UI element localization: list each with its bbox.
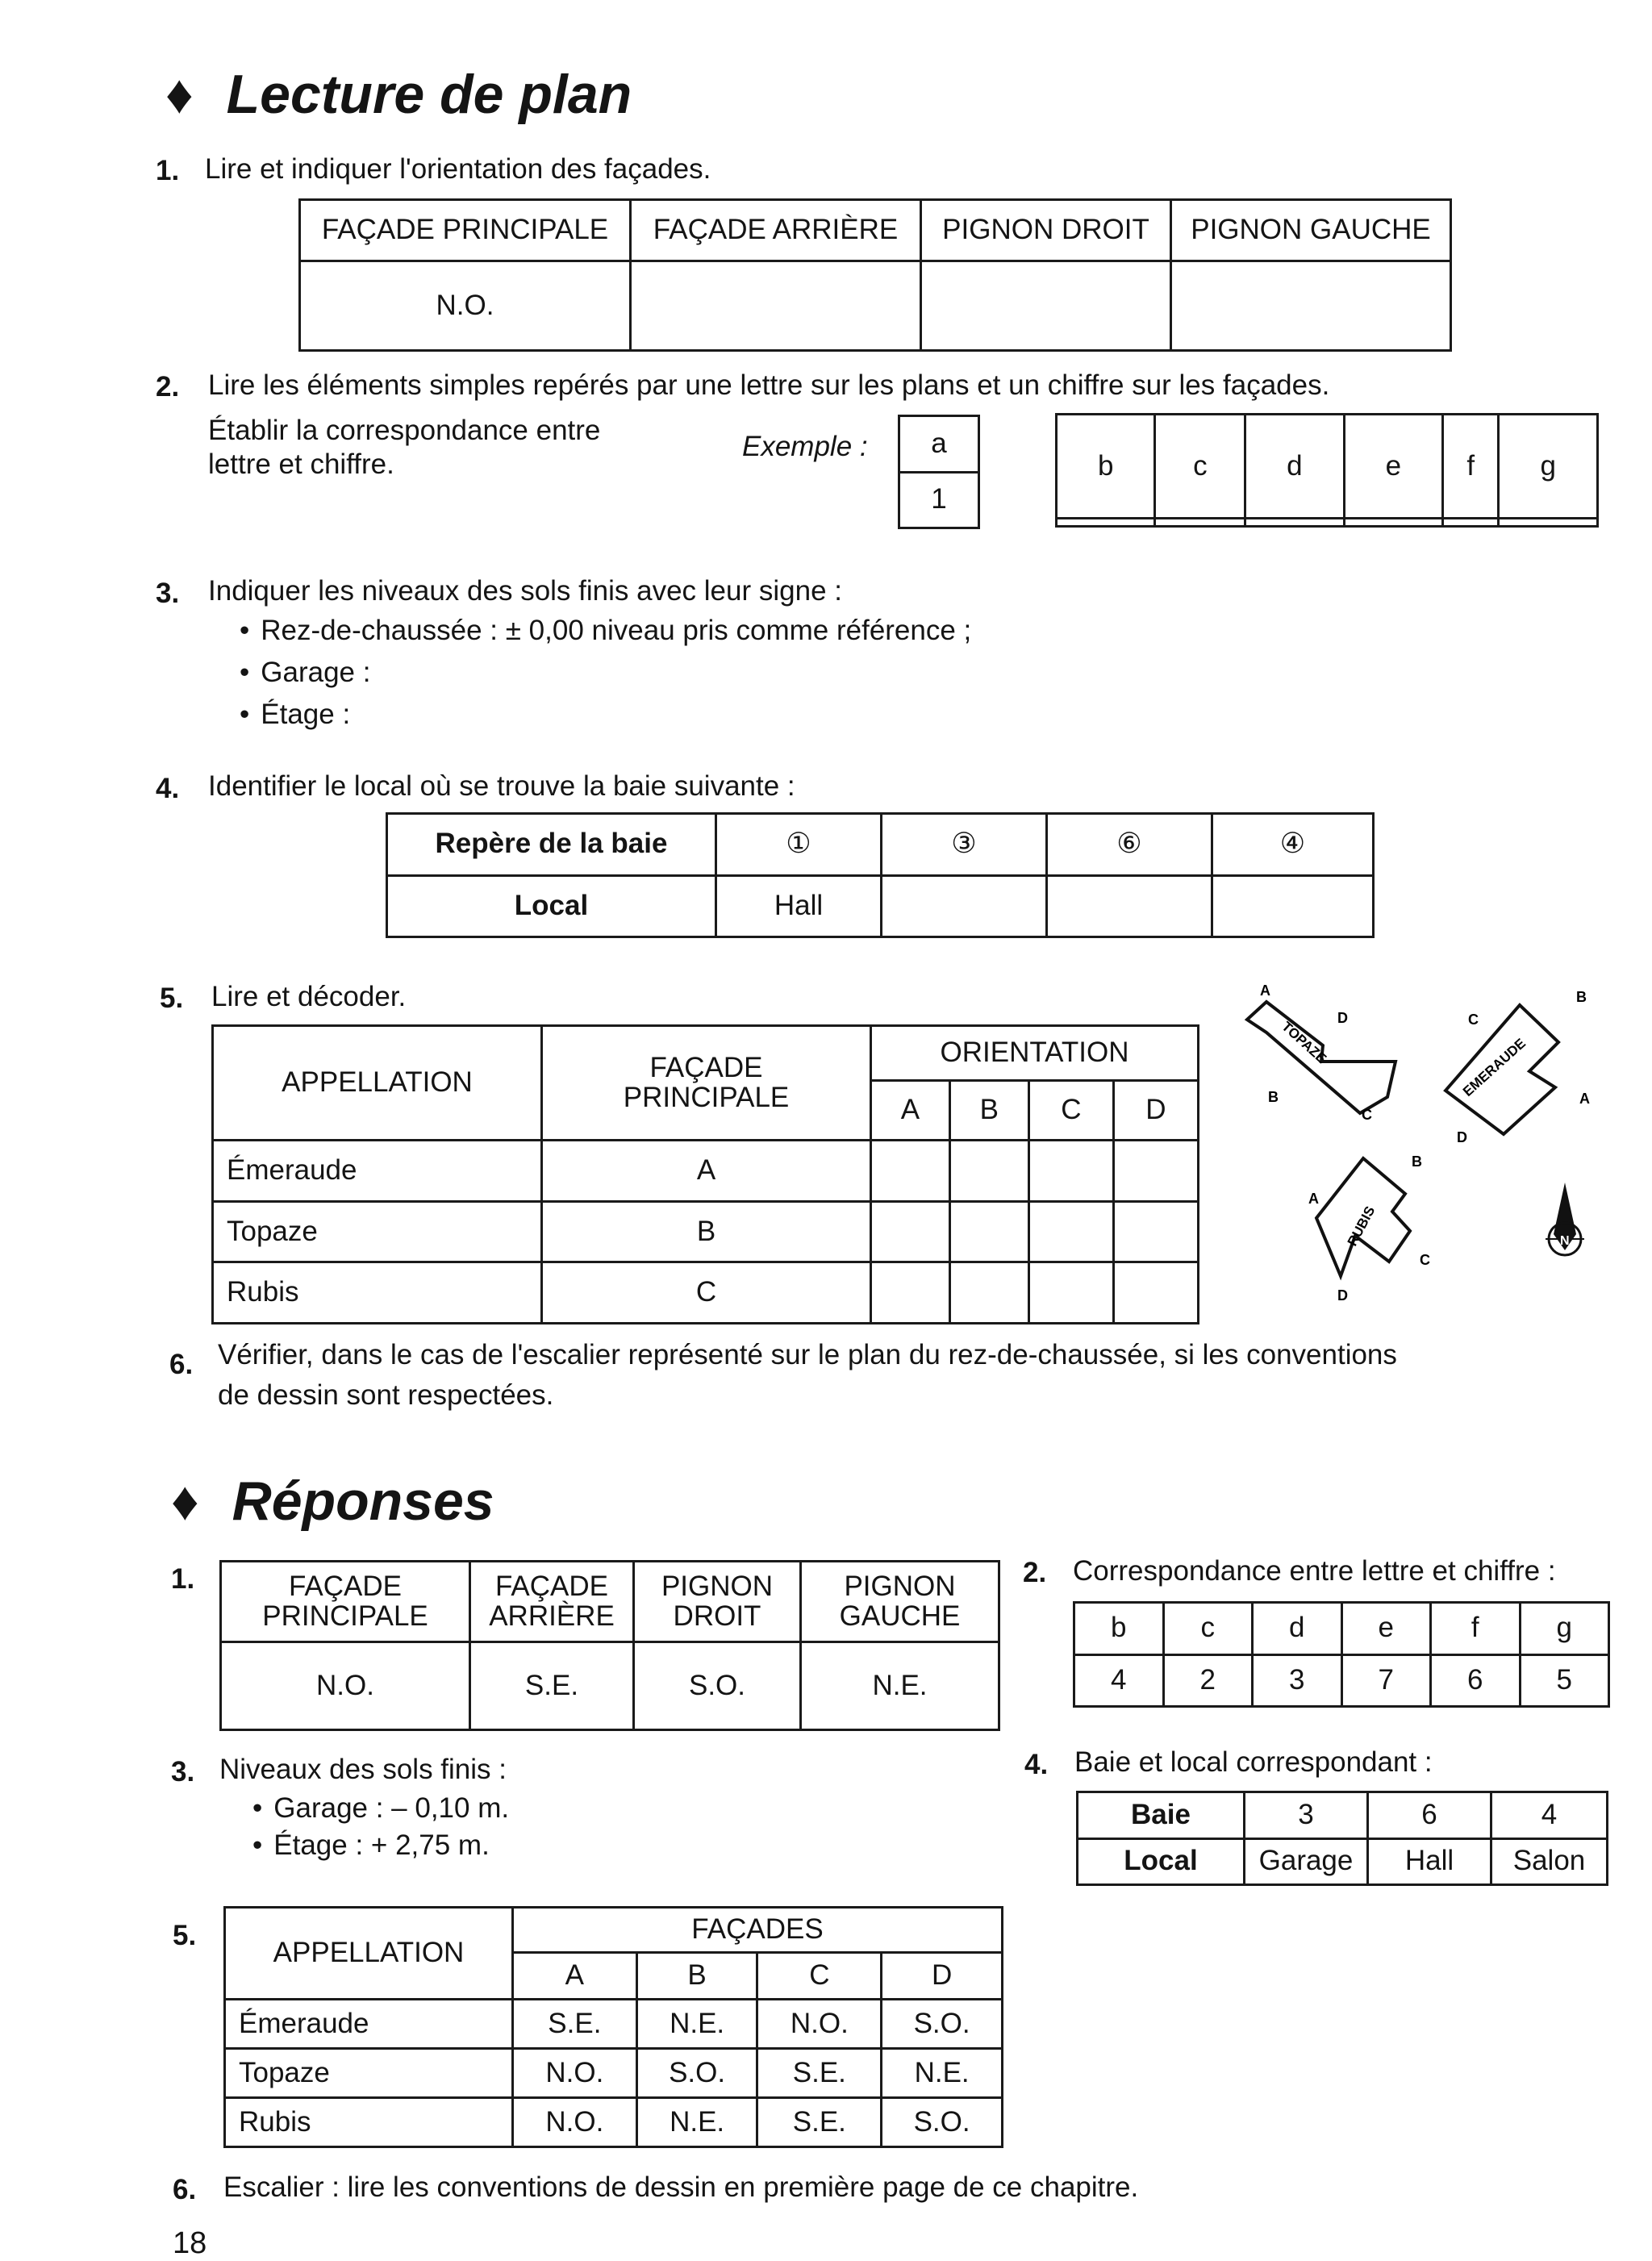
table-cell: 6 <box>1368 1792 1491 1839</box>
building-label: TOPAZE <box>1279 1018 1330 1067</box>
table-cell: A <box>542 1141 871 1202</box>
question-text: Indiquer les niveaux des sols finis avec leur signe : <box>208 575 842 607</box>
building-orientation-diagram <box>1234 976 1613 1315</box>
section-title-text: Lecture de plan <box>226 64 632 125</box>
baie-mark: ③ <box>882 814 1047 876</box>
table-header: FAÇADE ARRIÈRE <box>470 1562 634 1642</box>
table-header-line: PRINCIPALE <box>623 1081 790 1113</box>
table-cell <box>631 261 921 351</box>
bullet-item: • Garage : – 0,10 m. <box>252 1792 509 1825</box>
question-text: lettre et chiffre. <box>208 448 394 480</box>
table-cell: N.O. <box>300 261 631 351</box>
example-table <box>898 415 980 529</box>
table-cell: 3 <box>1245 1792 1368 1839</box>
answer-baie-table <box>1076 1791 1608 1886</box>
table-header: B <box>636 1953 757 2000</box>
bullet-item: • Étage : <box>240 699 350 731</box>
answer-number: 6. <box>173 2174 197 2205</box>
table-cell: b <box>1074 1603 1164 1655</box>
table-header: FAÇADE PRINCIPALE <box>300 200 631 261</box>
orientation-table <box>298 198 1452 352</box>
question-number: 3. <box>156 578 180 609</box>
table-cell: N.O. <box>221 1642 470 1730</box>
answer-number: 3. <box>171 1756 195 1788</box>
table-cell <box>1212 875 1374 937</box>
table-cell: d <box>1253 1603 1342 1655</box>
question-text: Établir la correspondance entre <box>208 415 601 446</box>
table-cell: Émeraude <box>225 2000 513 2049</box>
table-cell: Salon <box>1491 1838 1608 1885</box>
table-cell <box>921 261 1171 351</box>
table-cell: Hall <box>1368 1838 1491 1885</box>
baie-table <box>386 812 1375 938</box>
table-cell: e <box>1344 415 1442 519</box>
table-header: PIGNON DROIT <box>921 200 1171 261</box>
answer-number: 5. <box>173 1920 197 1951</box>
question-text: Identifier le local où se trouve la baie suivante : <box>208 770 795 802</box>
table-cell: c <box>1163 1603 1253 1655</box>
table-header: PIGNON DROIT <box>634 1562 801 1642</box>
answer-text: Baie et local correspondant : <box>1074 1746 1433 1778</box>
decode-table <box>211 1024 1199 1324</box>
row-label: Local <box>1078 1838 1245 1885</box>
section-title-lecture <box>165 63 632 126</box>
diagram-letter: A <box>1579 1091 1590 1107</box>
table-cell: S.O. <box>634 1642 801 1730</box>
table-header: PIGNON GAUCHE <box>1171 200 1451 261</box>
table-cell: Topaze <box>213 1201 542 1262</box>
table-cell: Émeraude <box>213 1141 542 1202</box>
diamond-icon: ♦ <box>165 64 194 125</box>
diagram-letter: D <box>1457 1129 1467 1145</box>
building-label: EMERAUDE <box>1459 1035 1529 1099</box>
section-title-text: Réponses <box>232 1470 494 1532</box>
table-cell: g <box>1520 1603 1609 1655</box>
baie-mark: ⑥ <box>1047 814 1212 876</box>
answer-orientation-table <box>219 1560 1000 1731</box>
diagram-letter: C <box>1362 1107 1372 1123</box>
page-number: 18 <box>173 2226 207 2260</box>
diagram-letter: A <box>1308 1191 1319 1207</box>
table-cell: S.O. <box>882 2000 1003 2049</box>
bullet-item: • Rez-de-chaussée : ± 0,00 niveau pris comme référence ; <box>240 615 971 647</box>
diagram-letter: C <box>1468 1012 1479 1028</box>
table-cell: 7 <box>1341 1654 1431 1707</box>
baie-mark: ④ <box>1212 814 1374 876</box>
question-number: 4. <box>156 773 180 804</box>
table-header: ORIENTATION <box>871 1026 1199 1081</box>
baie-mark: ① <box>716 814 882 876</box>
table-cell: S.O. <box>636 2049 757 2098</box>
table-cell: a <box>899 416 979 473</box>
table-cell <box>1171 261 1451 351</box>
answer-number: 2. <box>1023 1557 1047 1588</box>
table-cell: 2 <box>1163 1654 1253 1707</box>
table-cell: N.E. <box>636 2098 757 2147</box>
diagram-letter: D <box>1337 1287 1348 1304</box>
table-header: FAÇADE PRINCIPALE <box>221 1562 470 1642</box>
table-cell: Rubis <box>225 2098 513 2147</box>
table-cell: Garage <box>1245 1838 1368 1885</box>
table-cell: 4 <box>1491 1792 1608 1839</box>
table-cell: Hall <box>716 875 882 937</box>
question-number: 6. <box>169 1349 194 1380</box>
table-header: A <box>871 1081 950 1141</box>
table-cell <box>1047 875 1212 937</box>
table-cell: 4 <box>1074 1654 1164 1707</box>
answer-decode-table <box>223 1906 1003 2148</box>
table-header: A <box>513 1953 637 2000</box>
topaze-building <box>1247 982 1395 1123</box>
question-text: Lire et décoder. <box>211 981 407 1012</box>
table-cell: N.O. <box>513 2049 637 2098</box>
north-arrow-icon <box>1546 1183 1584 1255</box>
table-cell: d <box>1245 415 1344 519</box>
diagram-letter: B <box>1268 1089 1279 1105</box>
emeraude-building <box>1446 989 1590 1145</box>
row-label: Local <box>387 875 716 937</box>
answer-number: 1. <box>171 1563 195 1595</box>
table-cell: N.O. <box>513 2098 637 2147</box>
table-cell: 1 <box>899 472 979 528</box>
answer-text: Niveaux des sols finis : <box>219 1754 507 1785</box>
question-text: Lire les éléments simples repérés par une lettre sur les plans et un chiffre sur les façades. <box>208 369 1330 401</box>
table-header-line: FAÇADE <box>649 1051 763 1083</box>
diagram-letter: B <box>1576 989 1587 1005</box>
bullet-item: • Étage : + 2,75 m. <box>252 1829 490 1862</box>
table-cell: g <box>1499 415 1598 519</box>
table-header: C <box>1028 1081 1113 1141</box>
compass-label: N <box>1560 1234 1570 1248</box>
table-cell: Rubis <box>213 1262 542 1324</box>
table-cell <box>882 875 1047 937</box>
answer-text: Escalier : lire les conventions de dessin en première page de ce chapitre. <box>223 2171 1139 2203</box>
section-title-reponses <box>171 1470 494 1533</box>
answer-text: Correspondance entre lettre et chiffre : <box>1073 1555 1556 1587</box>
answer-number: 4. <box>1024 1749 1049 1780</box>
table-header: APPELLATION <box>225 1908 513 2000</box>
table-cell: N.O. <box>757 2000 882 2049</box>
table-header: FAÇADES <box>513 1908 1003 1953</box>
row-label: Baie <box>1078 1792 1245 1839</box>
table-cell: S.E. <box>470 1642 634 1730</box>
table-cell: S.E. <box>757 2049 882 2098</box>
bullet-item: • Garage : <box>240 657 370 689</box>
row-label: Repère de la baie <box>387 814 716 876</box>
table-cell: f <box>1443 415 1499 519</box>
table-header: APPELLATION <box>213 1026 542 1141</box>
question-number: 5. <box>160 982 184 1014</box>
diagram-letter: D <box>1337 1010 1348 1026</box>
correspondence-table <box>1055 413 1599 528</box>
table-cell: e <box>1341 1603 1431 1655</box>
table-cell: N.E. <box>636 2000 757 2049</box>
table-header: D <box>882 1953 1003 2000</box>
diagram-letter: C <box>1420 1252 1430 1268</box>
table-cell: S.E. <box>513 2000 637 2049</box>
question-text: Vérifier, dans le cas de l'escalier représenté sur le plan du rez-de-chaussée, si les conventions <box>218 1339 1397 1370</box>
table-cell: C <box>542 1262 871 1324</box>
table-header <box>542 1026 871 1141</box>
rubis-building <box>1308 1153 1430 1304</box>
table-cell: 3 <box>1253 1654 1342 1707</box>
table-cell: Topaze <box>225 2049 513 2098</box>
question-number: 2. <box>156 371 180 403</box>
question-number: 1. <box>156 155 180 186</box>
table-header: D <box>1113 1081 1198 1141</box>
table-cell: N.E. <box>882 2049 1003 2098</box>
question-text: de dessin sont respectées. <box>218 1379 554 1411</box>
table-cell: N.E. <box>801 1642 999 1730</box>
table-header: FAÇADE ARRIÈRE <box>631 200 921 261</box>
table-cell: B <box>542 1201 871 1262</box>
table-header: C <box>757 1953 882 2000</box>
table-cell: S.E. <box>757 2098 882 2147</box>
table-cell: c <box>1155 415 1245 519</box>
diamond-icon: ♦ <box>171 1470 199 1532</box>
table-cell: 5 <box>1520 1654 1609 1707</box>
table-header: B <box>949 1081 1028 1141</box>
table-header: PIGNON GAUCHE <box>801 1562 999 1642</box>
table-cell: f <box>1431 1603 1521 1655</box>
question-text: Lire et indiquer l'orientation des façades. <box>205 153 711 185</box>
table-cell: 6 <box>1431 1654 1521 1707</box>
table-cell: b <box>1057 415 1155 519</box>
diagram-letter: B <box>1412 1153 1422 1170</box>
diagram-letter: A <box>1260 982 1270 999</box>
answer-correspondence-table <box>1073 1601 1610 1708</box>
example-label: Exemple : <box>742 431 868 462</box>
building-label: RUBIS <box>1344 1204 1379 1249</box>
table-cell: S.O. <box>882 2098 1003 2147</box>
